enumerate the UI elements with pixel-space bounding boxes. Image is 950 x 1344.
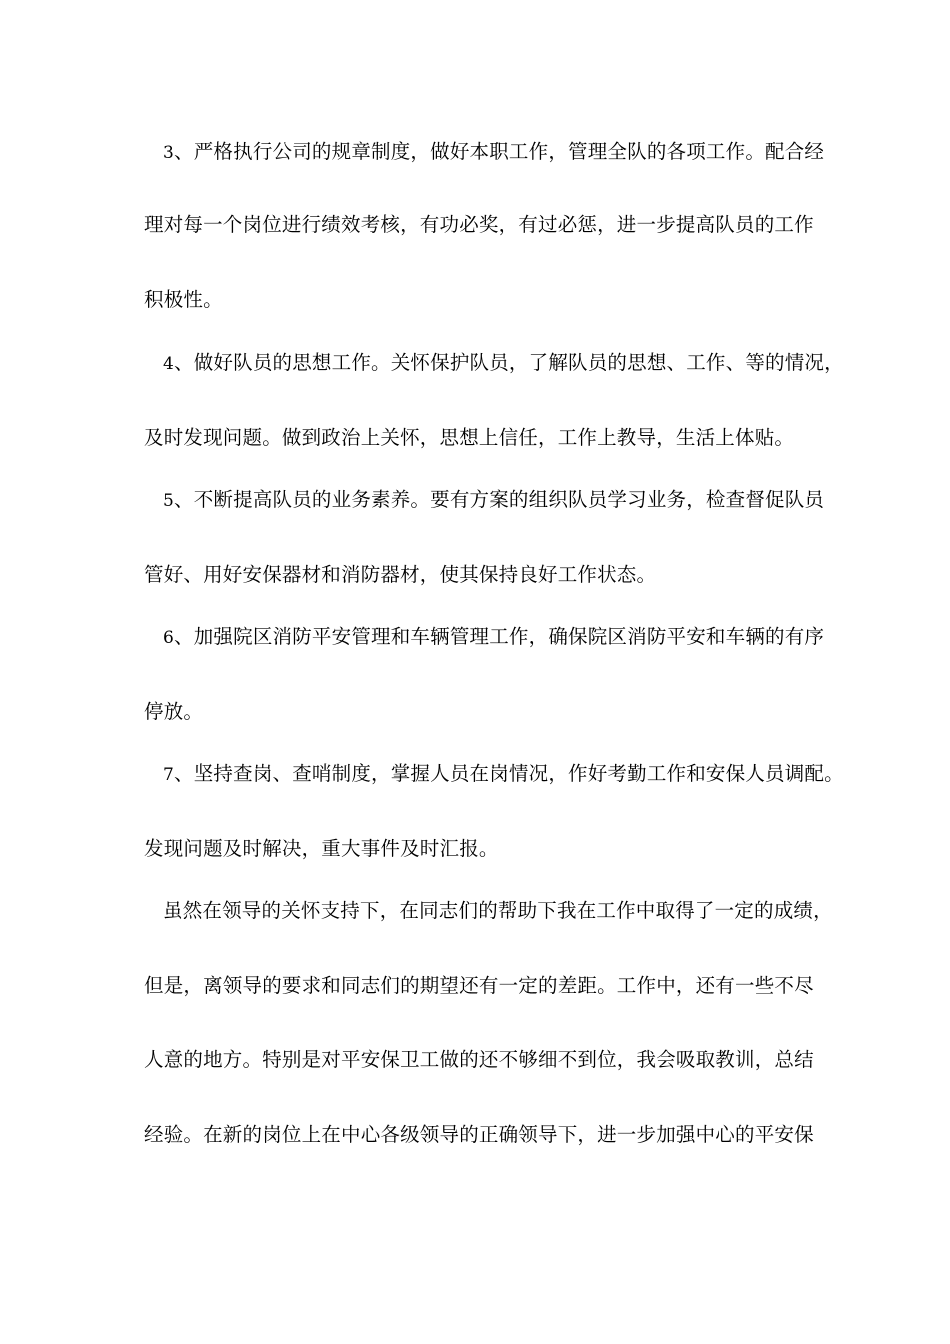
paragraph-5-line-2: 管好、用好安保器材和消防器材，使其保持良好工作状态。 — [144, 563, 657, 586]
paragraph-4-line-2: 及时发现问题。做到政治上关怀，思想上信任，工作上教导，生活上体贴。 — [144, 426, 795, 449]
summary-line-4: 经验。在新的岗位上在中心各级领导的正确领导下，进一步加强中心的平安保 — [144, 1123, 814, 1146]
paragraph-4-line-1 — [163, 350, 863, 376]
item-number: 7 — [163, 765, 175, 785]
paragraph-3-line-2: 理对每一个岗位进行绩效考核，有功必奖，有过必惩，进一步提高队员的工作 — [144, 213, 814, 236]
item-number: 6 — [163, 628, 175, 648]
paragraph-7-line-1 — [163, 761, 863, 787]
line-text: 、严格执行公司的规章制度，做好本职工作，管理全队的各项工作。配合经 — [174, 140, 825, 163]
paragraph-5-line-1 — [163, 487, 863, 513]
line-text: 、坚持查岗、查哨制度，掌握人员在岗情况，作好考勤工作和安保人员调配。 — [174, 762, 844, 785]
summary-line-1: 虽然在领导的关怀支持下，在同志们的帮助下我在工作中取得了一定的成绩， — [163, 899, 833, 922]
line-text: 、做好队员的思想工作。关怀保护队员，了解队员的思想、工作、等的情况， — [174, 351, 844, 374]
paragraph-6-line-2: 停放。 — [144, 700, 204, 723]
item-number: 4 — [163, 354, 175, 374]
paragraph-3-line-1 — [163, 139, 863, 165]
summary-line-2: 但是，离领导的要求和同志们的期望还有一定的差距。工作中，还有一些不尽 — [144, 974, 814, 997]
summary-line-3: 人意的地方。特别是对平安保卫工做的还不够细不到位，我会吸取教训，总结 — [144, 1048, 814, 1071]
paragraph-6-line-1 — [163, 624, 863, 650]
item-number: 5 — [163, 491, 175, 511]
line-text: 、不断提高队员的业务素养。要有方案的组织队员学习业务，检查督促队员 — [174, 488, 825, 511]
paragraph-7-line-2: 发现问题及时解决，重大事件及时汇报。 — [144, 837, 499, 860]
paragraph-3-line-3: 积极性。 — [144, 288, 223, 311]
item-number: 3 — [163, 143, 175, 163]
line-text: 、加强院区消防平安管理和车辆管理工作，确保院区消防平安和车辆的有序 — [174, 625, 825, 648]
